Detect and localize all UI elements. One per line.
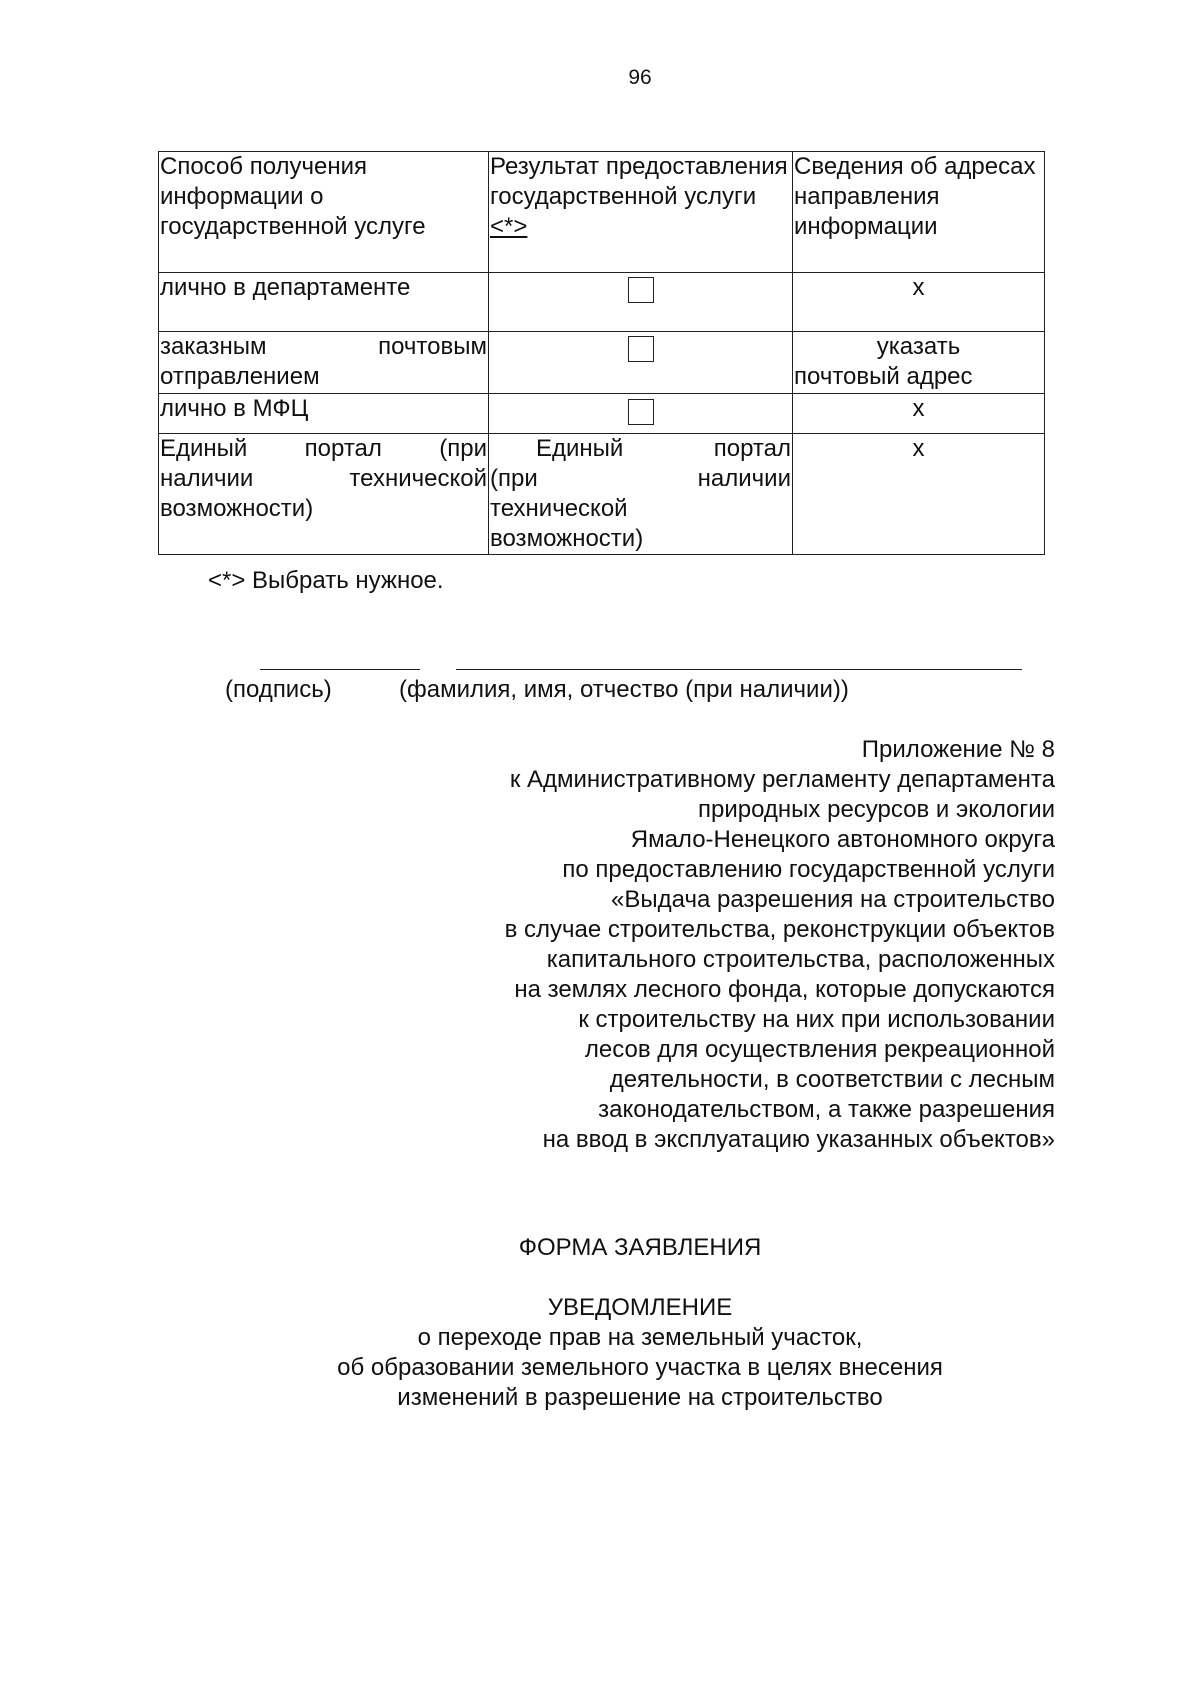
appendix-line: лесов для осуществления рекреационной (584, 1036, 1055, 1063)
row-address-line1: указать (876, 333, 961, 360)
row-result (489, 332, 793, 394)
result-checkbox-mfc[interactable] (628, 399, 654, 425)
info-delivery-table (158, 151, 1045, 555)
row-method (159, 434, 489, 555)
row-address-line2: почтовый адрес (794, 363, 973, 390)
row-result (489, 434, 793, 555)
appendix-line: капитального строительства, расположенных (546, 946, 1055, 973)
notice-line: об образовании земельного участка в целях внесения (337, 1354, 943, 1381)
header-result-note: <*> (490, 213, 528, 240)
notice-line: изменений в разрешение на строительство (397, 1384, 883, 1411)
header-method (159, 152, 489, 273)
table-row (159, 273, 1045, 332)
table-row (159, 332, 1045, 394)
appendix-line: законодательством, а также разрешения (598, 1096, 1055, 1123)
row-method-line2: отправлением (160, 363, 320, 390)
table-row (159, 434, 1045, 555)
signature-line (260, 669, 420, 670)
portal-result-line2: (при наличии (490, 465, 791, 492)
portal-method-line3: возможности) (160, 495, 314, 522)
appendix-line: на землях лесного фонда, которые допускаются (514, 976, 1055, 1003)
appendix-line: деятельности, в соответствии с лесным (609, 1066, 1055, 1093)
appendix-line: к Административному регламенту департамента (509, 766, 1055, 793)
appendix-line: «Выдача разрешения на строительство (611, 886, 1055, 913)
header-address (793, 152, 1045, 273)
portal-method-line2: наличии технической (160, 465, 487, 492)
header-result-text: Результат предоставления государственной услуги (490, 153, 788, 210)
result-checkbox-department[interactable] (628, 277, 654, 303)
row-result (489, 273, 793, 332)
name-line (456, 669, 1022, 670)
notice-line: о переходе прав на земельный участок, (417, 1324, 863, 1351)
portal-result-line3: технической (490, 495, 628, 522)
row-method: лично в МФЦ (159, 394, 489, 434)
appendix-line: к строительству на них при использовании (578, 1006, 1055, 1033)
portal-result-line4: возможности) (490, 525, 644, 552)
form-title: ФОРМА ЗАЯВЛЕНИЯ (518, 1234, 762, 1261)
portal-method-line1: Единый портал (при (160, 435, 487, 462)
header-result (489, 152, 793, 273)
appendix-line: природных ресурсов и экологии (698, 796, 1055, 823)
appendix-line: в случае строительства, реконструкции объектов (504, 916, 1055, 943)
row-result (489, 394, 793, 434)
portal-result-line1: Единый портал (536, 435, 791, 462)
table-header-row (159, 152, 1045, 273)
appendix-line: Ямало-Ненецкого автономного округа (630, 826, 1055, 853)
appendix-line: на ввод в эксплуатацию указанных объектов» (542, 1126, 1055, 1153)
name-label: (фамилия, имя, отчество (при наличии)) (399, 676, 849, 703)
row-method (159, 332, 489, 394)
page-number: 96 (628, 66, 652, 89)
appendix-line: по предоставлению государственной услуги (562, 856, 1055, 883)
header-method-text: Способ получения информации о государственной услуге (160, 153, 426, 240)
notice-title: УВЕДОМЛЕНИЕ (547, 1294, 733, 1321)
appendix-line: Приложение № 8 (861, 736, 1055, 763)
signature-label: (подпись) (225, 676, 332, 703)
row-method-line1: заказным почтовым (160, 333, 487, 360)
footnote: <*> Выбрать нужное. (208, 567, 444, 594)
header-address-text: Сведения об адресах направления информации (794, 153, 1036, 240)
row-address: х (793, 434, 1045, 555)
row-address (793, 332, 1045, 394)
table-row (159, 394, 1045, 434)
notice-block (0, 1293, 1200, 1413)
result-checkbox-mail[interactable] (628, 336, 654, 362)
appendix-header (335, 735, 1055, 1155)
row-method: лично в департаменте (159, 273, 489, 332)
row-address: х (793, 394, 1045, 434)
row-address: х (793, 273, 1045, 332)
